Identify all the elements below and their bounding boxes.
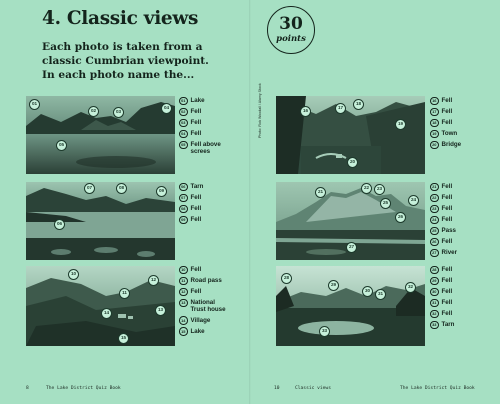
answer-number: 16 — [430, 97, 439, 106]
answer-text: Tarn — [441, 321, 455, 328]
answer-item — [179, 277, 249, 285]
answer-item — [430, 205, 500, 213]
photo-marker: 03 — [113, 107, 124, 118]
answer-text: Town — [441, 130, 458, 137]
answer-text: Fell — [441, 194, 453, 201]
photo-marker: 05 — [56, 140, 67, 151]
answer-number: 15 — [179, 327, 188, 336]
answer-number: 25 — [430, 227, 439, 236]
answer-item — [179, 299, 229, 314]
answer-number: 21 — [430, 183, 439, 192]
answer-text: Fell — [190, 194, 202, 201]
photo-marker: 25 — [380, 198, 391, 209]
answer-text: Fell — [441, 119, 453, 126]
photo-marker: 04 — [161, 103, 172, 114]
answer-number: 03 — [179, 119, 188, 128]
answer-item — [179, 317, 249, 325]
answer-item — [430, 238, 500, 246]
answer-text: Fell — [441, 238, 453, 245]
answer-text: Fell — [190, 205, 202, 212]
answer-text: Fell — [441, 216, 453, 223]
answer-item — [179, 108, 249, 116]
points-label: points — [276, 34, 306, 44]
answer-list-photo2 — [179, 183, 249, 227]
answer-number: 31 — [430, 299, 439, 308]
answer-text: Road pass — [190, 277, 222, 284]
answer-text: Village — [190, 316, 211, 324]
answer-text: Tarn — [190, 183, 204, 190]
answer-number: 17 — [430, 108, 439, 117]
answer-number: 30 — [430, 288, 439, 297]
answer-item — [430, 288, 500, 296]
answer-item — [179, 97, 249, 105]
answer-number: 10 — [179, 266, 188, 275]
answer-item — [179, 130, 249, 138]
photo-tarn-view — [276, 266, 425, 346]
answer-text: River — [441, 249, 457, 256]
answer-text: Lake — [190, 97, 205, 104]
footer-right-page-number: 10 — [274, 386, 280, 391]
answer-text: Fell — [441, 288, 453, 295]
answer-number: 05 — [179, 141, 188, 150]
answer-number: 02 — [179, 108, 188, 117]
answer-text: Fell — [441, 299, 453, 306]
answer-number: 26 — [430, 238, 439, 247]
answer-number: 22 — [430, 194, 439, 203]
intro-line-2: classic Cumbrian viewpoint. — [42, 54, 209, 67]
answer-number: 18 — [430, 119, 439, 128]
answer-list-photo3 — [179, 266, 249, 339]
photo-marker: 14 — [101, 308, 112, 319]
photo-marker: 22 — [361, 183, 372, 194]
answer-text: Lake — [190, 327, 205, 335]
photo-marker: 31 — [375, 289, 386, 300]
footer-left-page-number: 8 — [26, 386, 29, 391]
photo-marker: 30 — [362, 286, 373, 297]
answer-number: 07 — [179, 194, 188, 203]
answer-text: Fell — [441, 108, 453, 115]
photo-marker: 11 — [119, 288, 130, 299]
photo-marker: 06 — [54, 219, 65, 230]
photo-marker: 08 — [116, 183, 127, 194]
photo-marker: 01 — [29, 99, 40, 110]
answer-text: Fell — [441, 183, 453, 190]
footer-right-section: Classic views — [295, 386, 331, 391]
answer-list-photo5 — [430, 183, 500, 260]
answer-number: 23 — [430, 205, 439, 214]
answer-item — [430, 277, 500, 285]
answer-list-photo4 — [430, 97, 500, 152]
photo-credit: Photo: Rob Woodall / Alamy Stock — [258, 83, 262, 138]
points-number: 30 — [279, 14, 303, 34]
photo-lake-fells-image — [26, 96, 175, 174]
answer-item — [179, 266, 249, 274]
answer-number: 27 — [430, 249, 439, 258]
answer-number: 06 — [179, 183, 188, 192]
answer-number: 01 — [179, 97, 188, 106]
answer-number: 24 — [430, 216, 439, 225]
photo-marker: 12 — [148, 275, 159, 286]
page-title: 4. Classic views — [42, 8, 199, 29]
answer-number: 11 — [179, 277, 188, 286]
photo-marker: 07 — [84, 183, 95, 194]
answer-text: Bridge — [441, 141, 462, 148]
answer-text: Fell — [190, 130, 202, 137]
answer-item — [179, 205, 249, 213]
answer-number: 19 — [430, 130, 439, 139]
answer-number: 29 — [430, 277, 439, 286]
answer-item — [430, 119, 500, 127]
photo-marker: 33 — [319, 326, 330, 337]
answer-text: Pass — [441, 227, 456, 234]
answer-number: 28 — [430, 266, 439, 275]
page-gutter — [249, 0, 251, 404]
answer-item — [430, 216, 500, 224]
answer-item — [430, 194, 500, 202]
photo-lake-fells — [26, 96, 175, 174]
photo-marker: 10 — [68, 269, 79, 280]
answer-item — [179, 194, 249, 202]
photo-marker: 09 — [156, 186, 167, 197]
photo-marker: 24 — [408, 195, 419, 206]
answer-item — [430, 266, 500, 274]
photo-marker: 20 — [347, 157, 358, 168]
answer-item — [430, 299, 500, 307]
photo-marker: 17 — [335, 103, 346, 114]
answer-text: National Trust house — [190, 299, 226, 314]
answer-list-photo1 — [179, 97, 249, 159]
photo-marker: 02 — [88, 106, 99, 117]
photo-marker: 27 — [346, 242, 357, 253]
photo-marker: 13 — [155, 305, 166, 316]
answer-text: Fell — [190, 108, 202, 115]
footer-left-book-title: The Lake District Quiz Book — [46, 386, 121, 391]
answer-number: 12 — [179, 288, 188, 297]
answer-item — [430, 227, 500, 235]
answer-item — [430, 183, 500, 191]
photo-marker: 32 — [405, 282, 416, 293]
answer-text: Fell — [441, 205, 453, 212]
answer-text: Fell — [441, 266, 453, 273]
answer-item — [430, 310, 500, 318]
photo-marker: 26 — [395, 212, 406, 223]
footer-right-book-title: The Lake District Quiz Book — [400, 386, 475, 391]
photo-tarn-view-image — [276, 266, 425, 346]
answer-number: 08 — [179, 205, 188, 214]
photo-marker: 23 — [374, 184, 385, 195]
answer-text: Fell — [190, 119, 202, 126]
photo-marker: 29 — [328, 280, 339, 291]
answer-text: Fell — [190, 288, 202, 295]
answer-number: 33 — [430, 321, 439, 330]
answer-text: Fell above screes — [190, 141, 221, 156]
answer-item — [179, 328, 249, 336]
photo-marker: 19 — [395, 119, 406, 130]
photo-marker: 16 — [300, 106, 311, 117]
answer-item — [179, 183, 249, 191]
intro-line-3: In each photo name the... — [42, 68, 195, 81]
answer-item — [430, 97, 500, 105]
answer-item — [179, 216, 249, 224]
answer-number: 20 — [430, 141, 439, 150]
answer-text: Fell — [190, 266, 202, 273]
answer-item — [179, 141, 229, 156]
answer-item — [430, 108, 500, 116]
photo-marker: 21 — [315, 187, 326, 198]
photo-marker: 28 — [281, 273, 292, 284]
answer-text: Fell — [441, 310, 453, 317]
photo-marker: 15 — [118, 333, 129, 344]
photo-marker: 18 — [353, 99, 364, 110]
photo-tarn-fells-image — [26, 182, 175, 260]
photo-tarn-fells — [26, 182, 175, 260]
answer-number: 14 — [179, 316, 188, 325]
intro-text — [42, 41, 232, 82]
answer-number: 32 — [430, 310, 439, 319]
answer-text: Fell — [441, 97, 453, 104]
answer-number: 04 — [179, 130, 188, 139]
answer-list-photo6 — [430, 266, 500, 332]
answer-item — [430, 141, 500, 149]
answer-item — [430, 130, 500, 138]
answer-text: Fell — [190, 216, 202, 223]
answer-item — [179, 119, 249, 127]
answer-text: Fell — [441, 277, 453, 284]
answer-item — [430, 249, 500, 257]
answer-number: 09 — [179, 216, 188, 225]
answer-item — [430, 321, 500, 329]
points-badge — [267, 6, 315, 54]
answer-item — [179, 288, 249, 296]
answer-number: 13 — [179, 299, 188, 308]
intro-line-1: Each photo is taken from a — [42, 41, 203, 53]
